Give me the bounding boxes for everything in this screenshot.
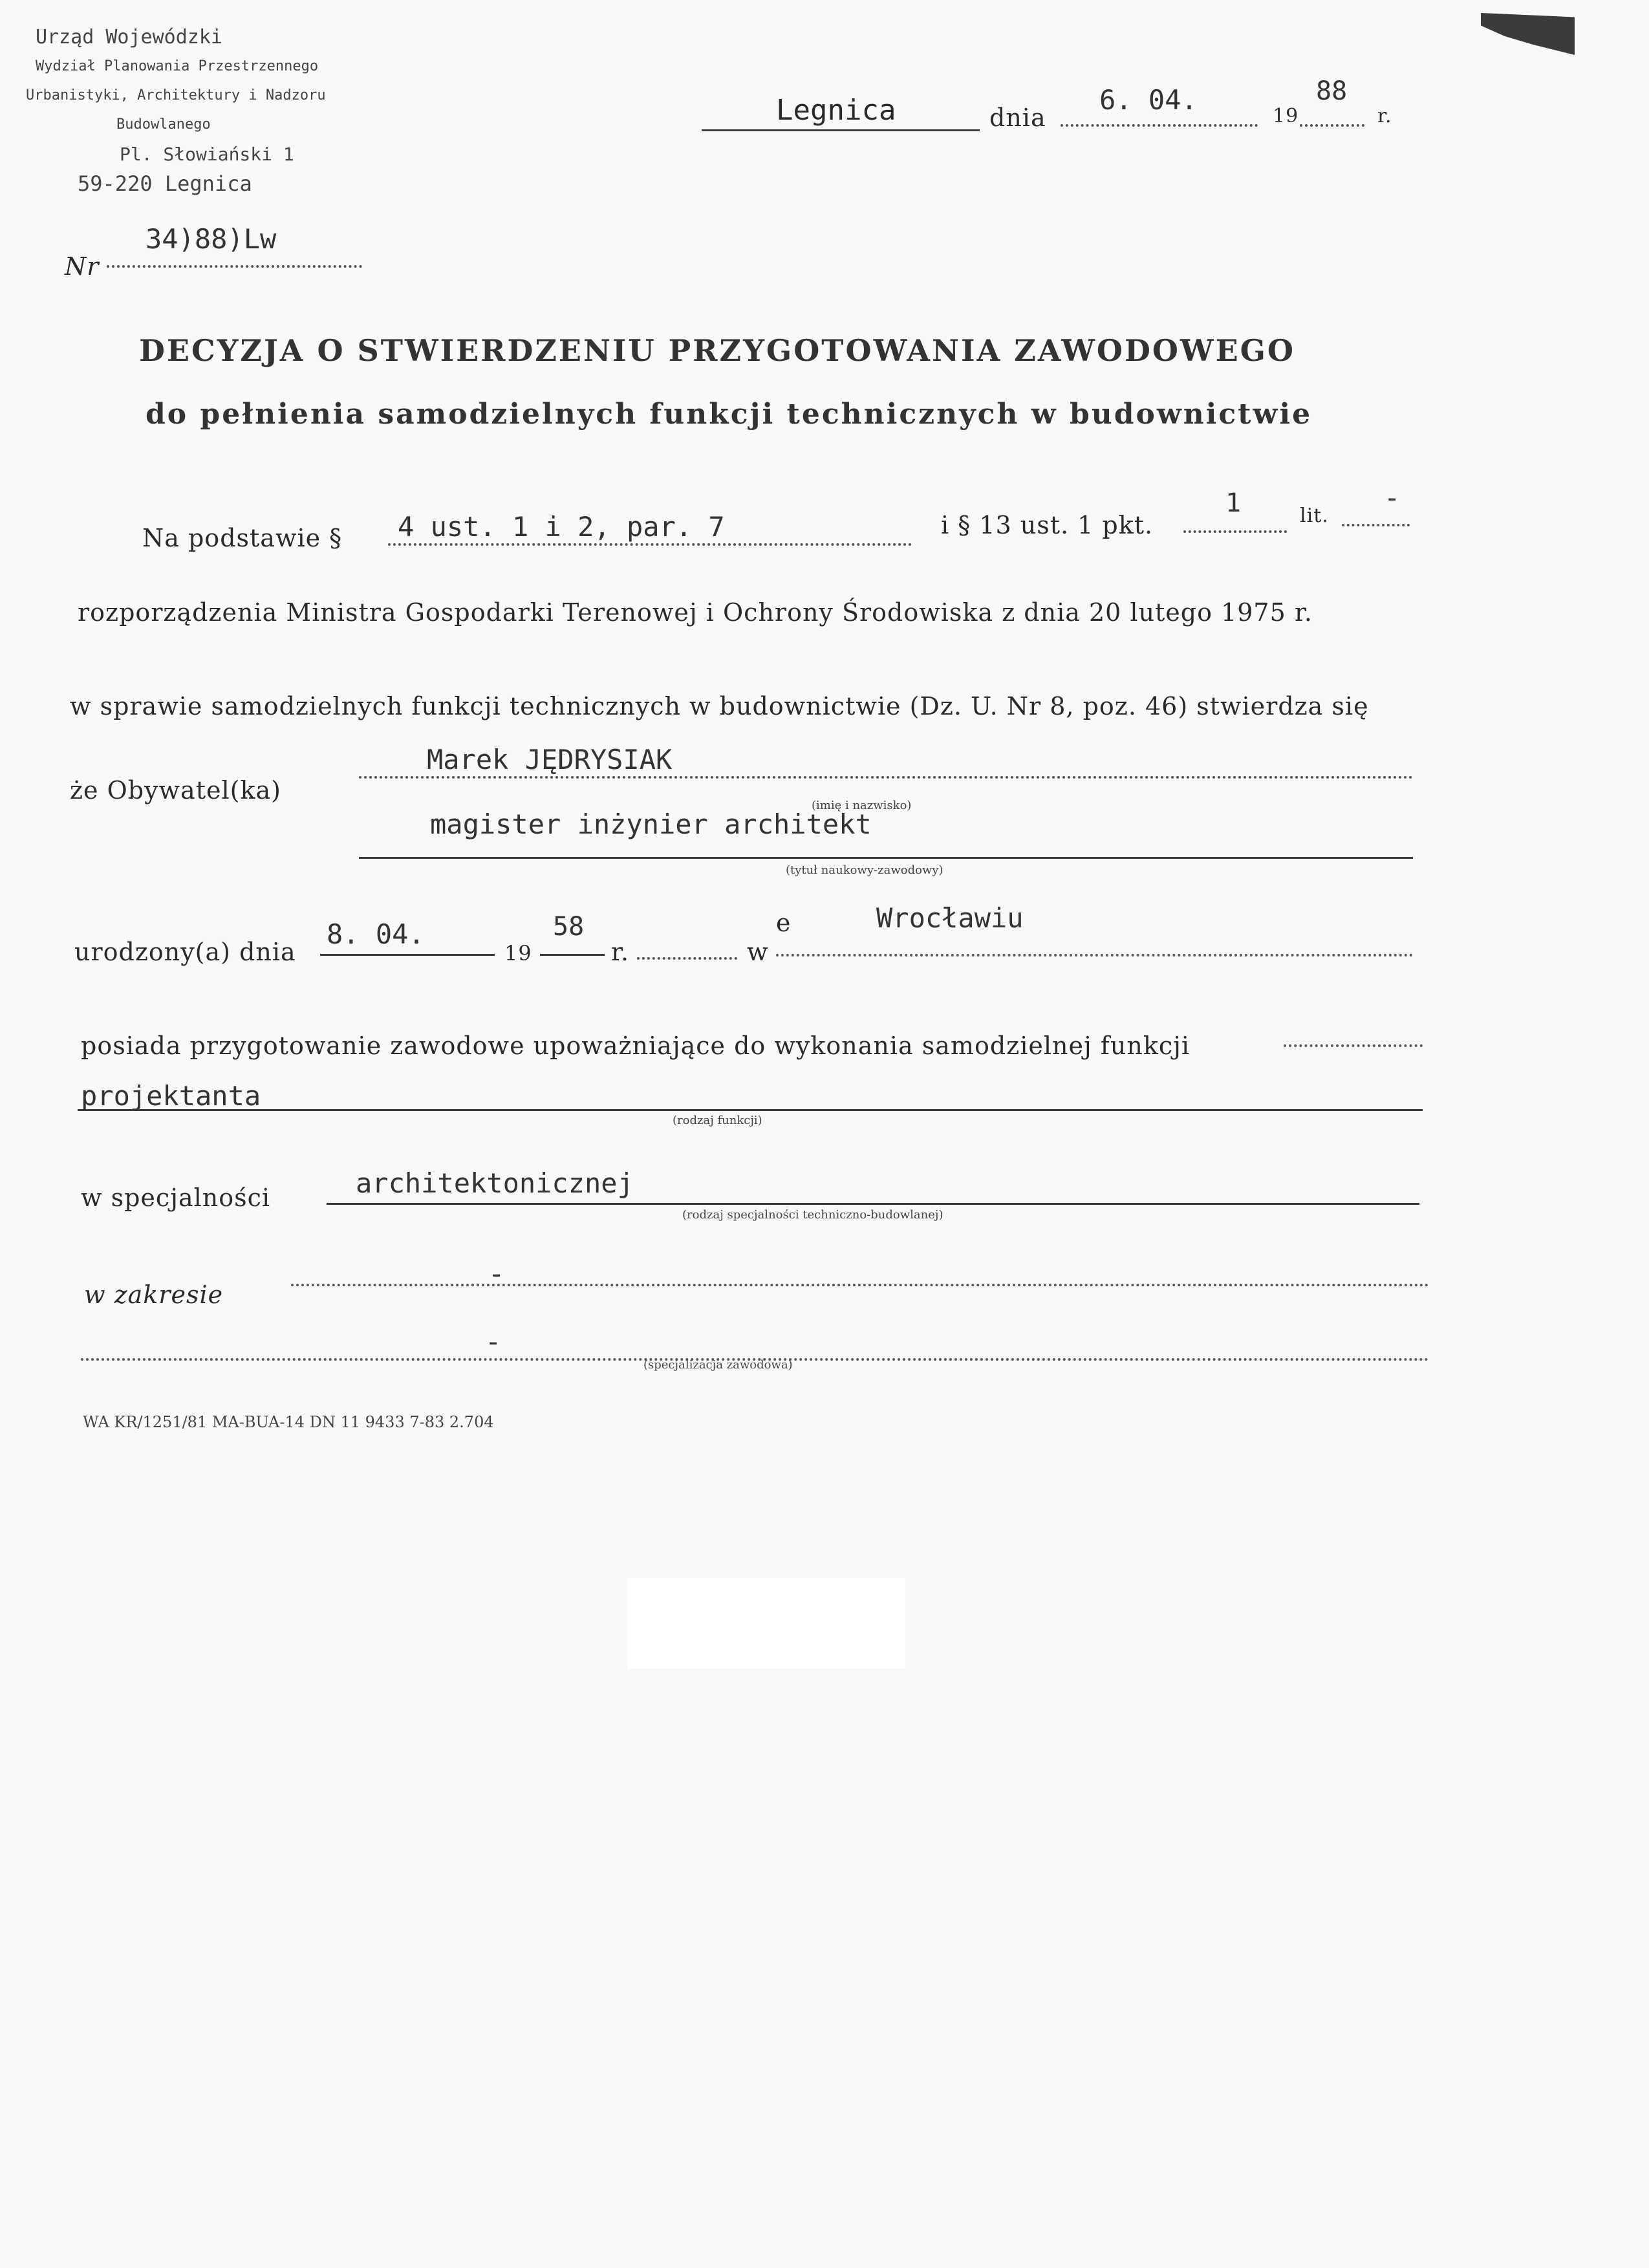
function-underline	[78, 1109, 1423, 1111]
stamp-line: Budowlanego	[116, 116, 211, 133]
scope-value-2: -	[485, 1326, 502, 1357]
regulation-text: rozporządzenia Ministra Gospodarki Terenowej i Ochrony Środowiska z dnia 20 lutego 1975 r.	[78, 598, 1313, 627]
legal-basis-label: Na podstawie §	[142, 524, 343, 552]
birth-label: urodzony(a) dnia	[74, 938, 296, 966]
scope-label: w zakresie	[84, 1280, 224, 1309]
year-suffix: 88	[1316, 76, 1348, 106]
lit-underline	[1342, 524, 1410, 526]
document-subtitle: do pełnienia samodzielnych funkcji technicznych w budownictwie	[146, 398, 1313, 431]
citizen-underline	[359, 776, 1413, 779]
stamp-line: Urząd Wojewódzki	[36, 26, 222, 49]
birth-date: 8. 04.	[327, 918, 425, 950]
matter-text: w sprawie samodzielnych funkcji technicznych w budownictwie (Dz. U. Nr 8, poz. 46) stwierdza się	[70, 692, 1369, 720]
nr-label: Nr	[65, 252, 100, 281]
qualification-dots	[1284, 1044, 1423, 1047]
title-underline	[359, 857, 1413, 859]
birth-year-underline	[540, 954, 605, 956]
scope-value-1: -	[488, 1258, 505, 1290]
birth-gap-dots	[637, 957, 737, 960]
pkt-underline	[1183, 530, 1287, 533]
nr-value: 34)88)Lw	[146, 223, 277, 255]
place-value: Legnica	[776, 94, 896, 127]
stamp-line: Wydział Planowania Przestrzennego	[36, 58, 319, 74]
birth-r-label: r.	[611, 938, 630, 966]
birth-place: Wrocławiu	[876, 902, 1024, 934]
place-underline	[702, 129, 980, 131]
citizen-label: że Obywatel(ka)	[70, 776, 281, 805]
pkt-value: 1	[1225, 488, 1242, 518]
scope-caption: (specjalizacja zawodowa)	[643, 1358, 793, 1372]
torn-corner	[1481, 13, 1575, 55]
par13-label: i § 13 ust. 1 pkt.	[941, 511, 1154, 539]
birth-place-underline	[776, 954, 1413, 956]
date-underline	[1061, 124, 1258, 127]
lit-value: -	[1384, 482, 1401, 513]
qualification-text: posiada przygotowanie zawodowe upoważniające do wykonania samodzielnej funkcji	[81, 1031, 1191, 1060]
name-caption: (imię i nazwisko)	[812, 799, 912, 812]
date-label: dnia	[989, 103, 1046, 132]
nr-underline	[107, 265, 362, 268]
redaction-block	[627, 1578, 905, 1669]
function-value: projektanta	[81, 1080, 261, 1112]
lit-label: lit.	[1300, 504, 1329, 527]
birth-date-underline	[320, 954, 495, 956]
year-underline	[1300, 124, 1364, 127]
specialty-underline	[327, 1203, 1419, 1205]
birth-w-label: w	[747, 938, 769, 966]
title-caption: (tytuł naukowy-zawodowy)	[786, 863, 943, 877]
legal-basis-underline	[388, 543, 912, 546]
birth-year-prefix: 19	[504, 941, 532, 966]
stamp-line: 59-220 Legnica	[78, 171, 252, 196]
birth-w-suffix: e	[776, 909, 792, 937]
specialty-value: architektonicznej	[356, 1167, 634, 1199]
year-prefix: 19	[1273, 105, 1299, 127]
citizen-name: Marek JĘDRYSIAK	[427, 744, 673, 775]
stamp-line: Pl. Słowiański 1	[120, 144, 294, 165]
r-label: r.	[1377, 105, 1392, 127]
function-caption: (rodzaj funkcji)	[673, 1114, 762, 1127]
stamp-line: Urbanistyki, Architektury i Nadzoru	[26, 87, 326, 103]
document-title: DECYZJA O STWIERDZENIU PRZYGOTOWANIA ZAWODOWEGO	[139, 333, 1295, 368]
birth-year-suffix: 58	[553, 912, 585, 942]
form-code: WA KR/1251/81 MA-BUA-14 DN 11 9433 7-83 2.704	[83, 1413, 494, 1431]
specialty-label: w specjalności	[81, 1183, 271, 1212]
date-value: 6. 04.	[1099, 84, 1198, 116]
legal-basis-value: 4 ust. 1 i 2, par. 7	[398, 511, 725, 543]
title-value: magister inżynier architekt	[430, 808, 872, 840]
specialty-caption: (rodzaj specjalności techniczno-budowlanej)	[682, 1208, 943, 1222]
scope-underline-1	[291, 1284, 1429, 1286]
